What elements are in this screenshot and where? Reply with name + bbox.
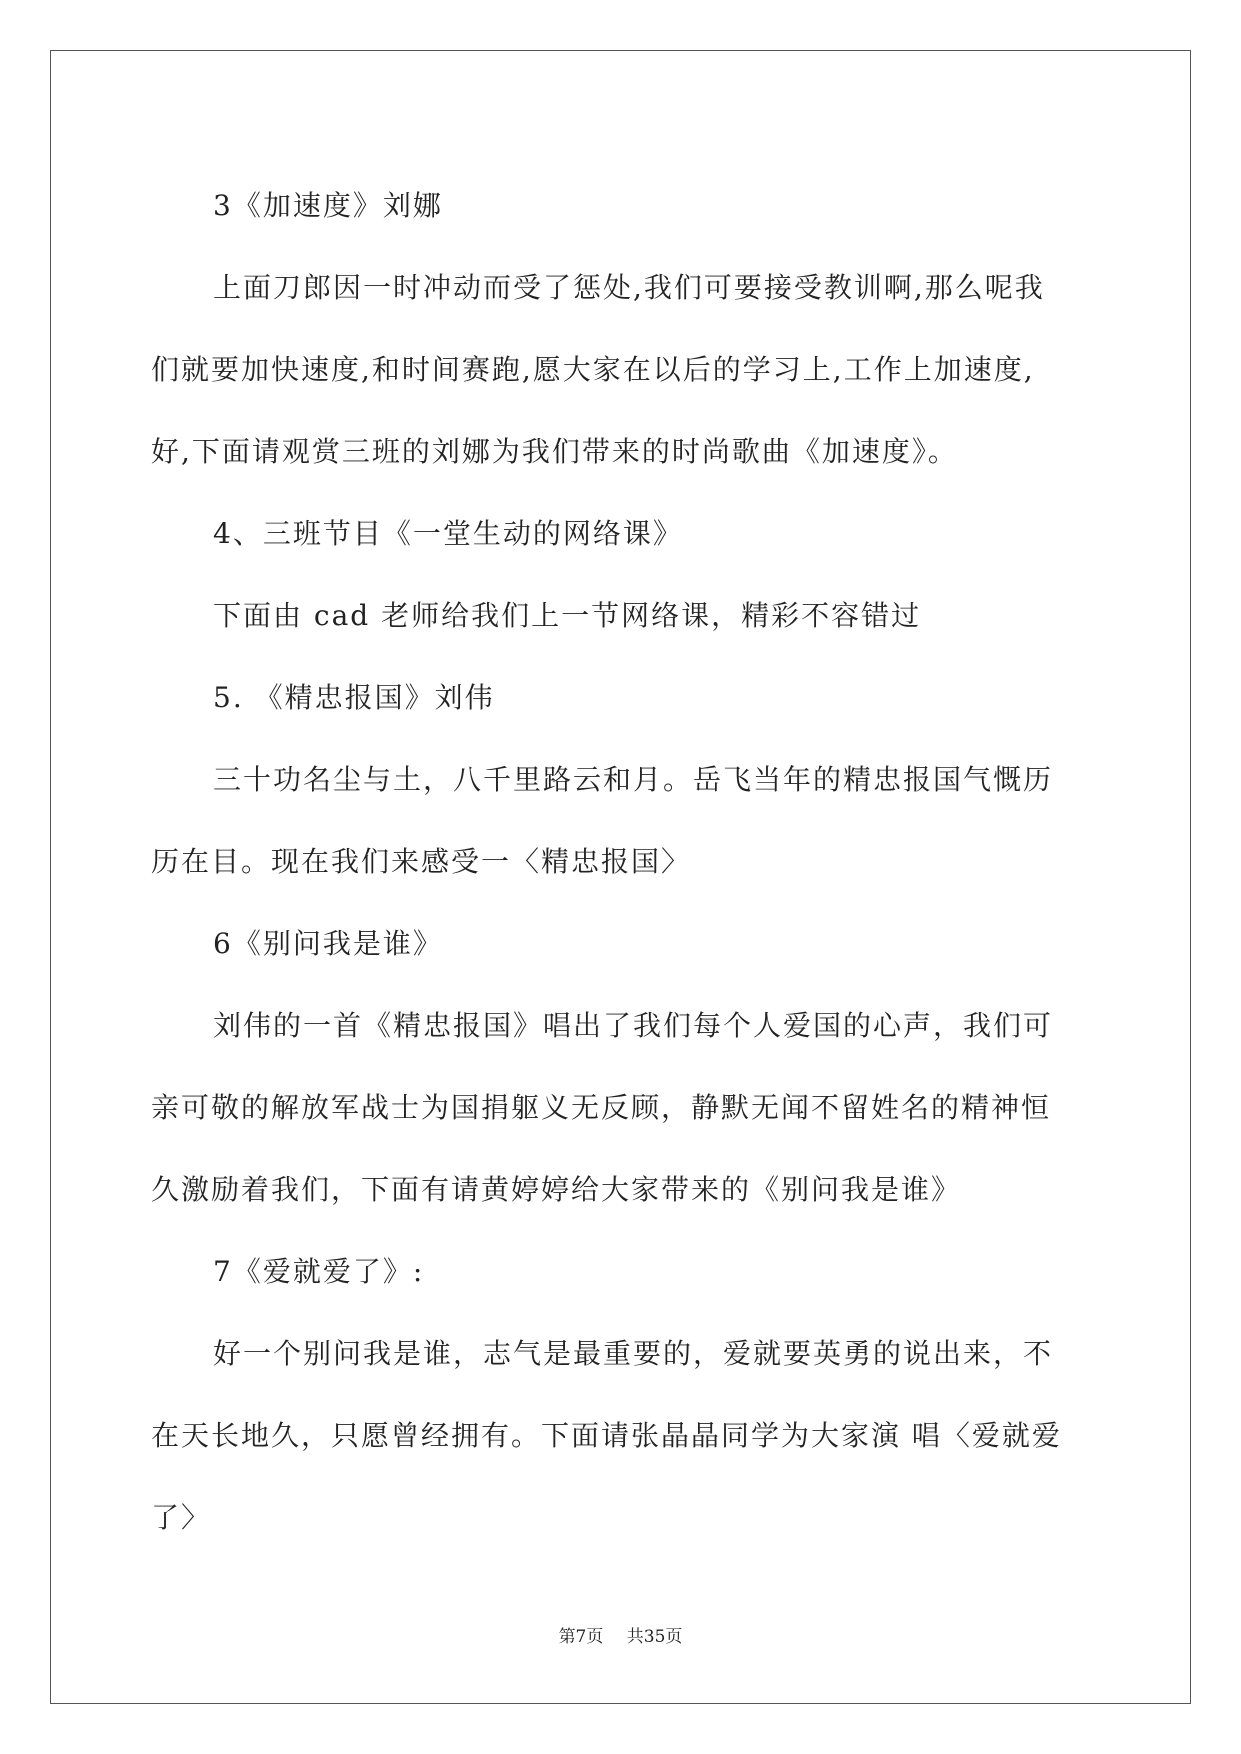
page-footer [0,1622,1241,1647]
text-line: 好一个别问我是谁，志气是最重要的，爱就要英勇的说出来，不 [213,1337,1054,1370]
text-line: 6《别问我是谁》 [213,927,443,960]
text-line: 三十功名尘与土，八千里路云和月。岳飞当年的精忠报国气慨历 [213,763,1054,796]
text-line: 刘伟的一首《精忠报国》唱出了我们每个人爱国的心声，我们可 [213,1009,1054,1042]
page-number: 第7页 [558,1627,604,1647]
text-line: 7《爱就爱了》: [213,1255,425,1288]
text-line: 下面由 cad 老师给我们上一节网络课，精彩不容错过 [213,599,922,632]
text-line: 了〉 [151,1501,212,1534]
text-line: 5. 《精忠报国》刘伟 [213,681,495,714]
text-line: 们就要加快速度,和时间赛跑,愿大家在以后的学习上,工作上加速度, [151,353,1035,386]
text-line: 上面刀郎因一时冲动而受了惩处,我们可要接受教训啊,那么呢我 [213,271,1045,304]
text-line: 在天长地久，只愿曾经拥有。下面请张晶晶同学为大家演 唱〈爱就爱 [151,1419,1062,1452]
text-line: 亲可敬的解放军战士为国捐躯义无反顾，静默无闻不留姓名的精神恒 [151,1091,1052,1124]
text-line: 历在目。现在我们来感受一〈精忠报国〉 [151,845,692,878]
text-line: 好,下面请观赏三班的刘娜为我们带来的时尚歌曲《加速度》。 [151,435,958,468]
document-body [151,165,1091,1559]
text-line: 3《加速度》刘娜 [213,189,443,222]
text-line: 4、三班节目《一堂生动的网络课》 [213,517,683,550]
text-line: 久激励着我们，下面有请黄婷婷给大家带来的《别问我是谁》 [151,1173,962,1206]
page-total: 共35页 [626,1627,683,1647]
